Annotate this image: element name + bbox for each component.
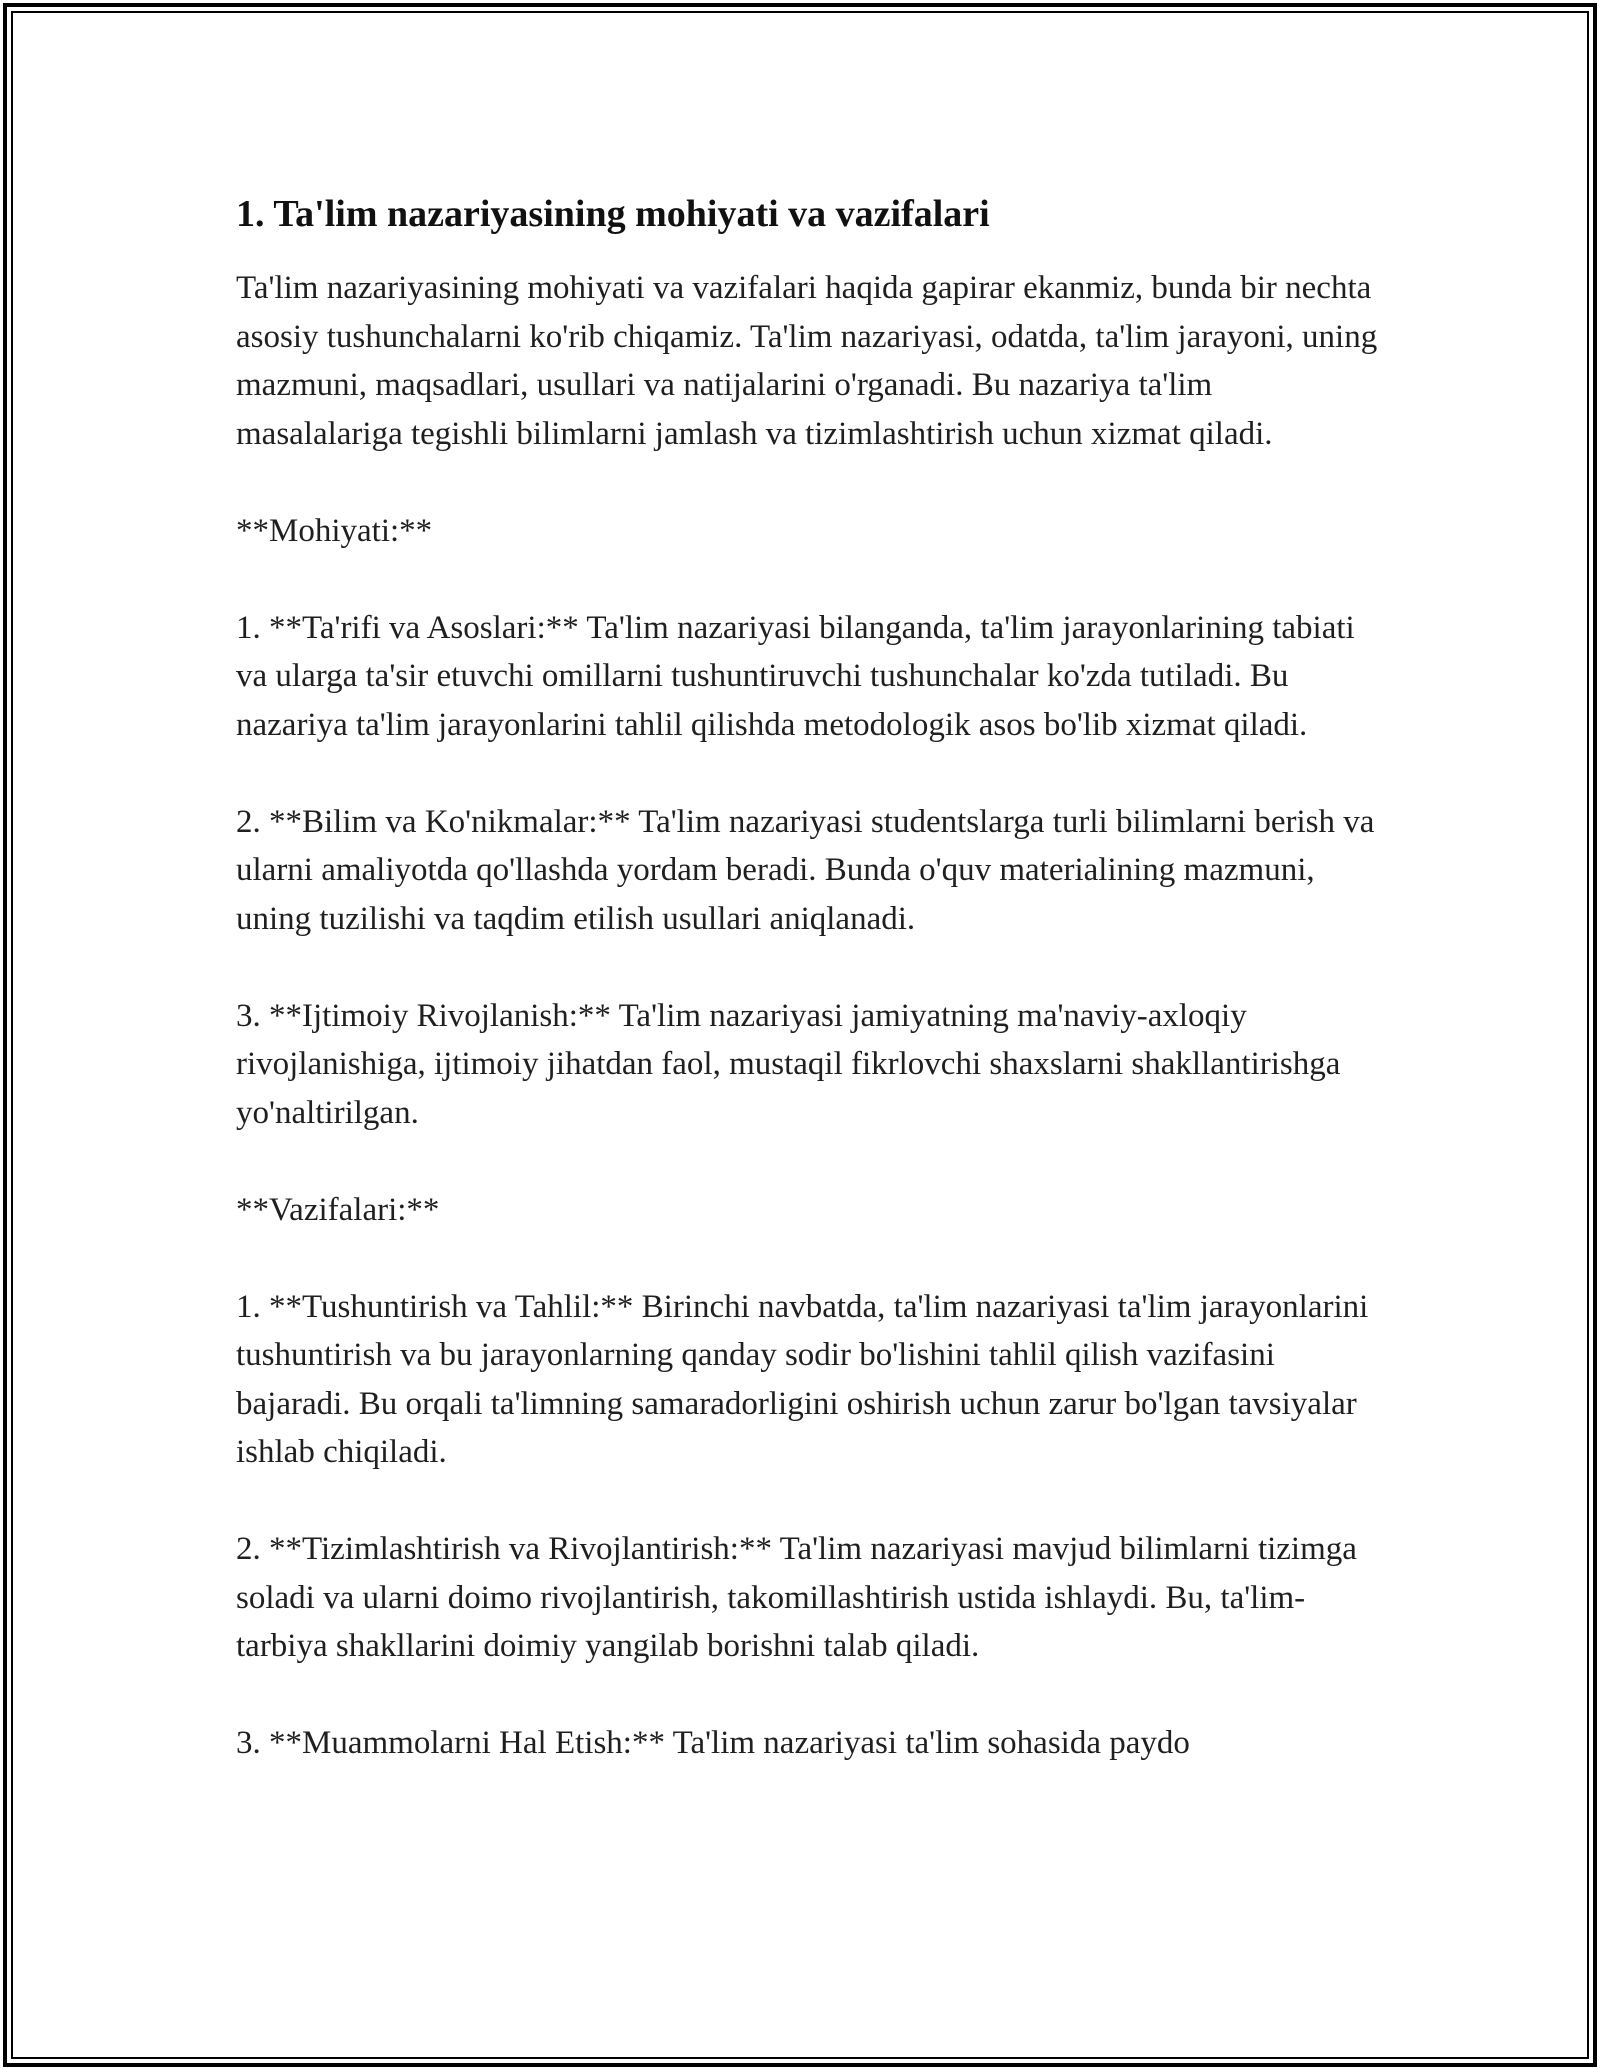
intro-paragraph: Ta'lim nazariyasining mohiyati va vazifalari haqida gapirar ekanmiz, bunda bir nechta asosiy tushunchalarni ko'rib chiqamiz. Ta'lim nazariyasi, odatda, ta'lim jarayoni, uning mazmuni, maqsadlari, usullari va natijalarini o'rganadi. Bu nazariya ta'lim masalalariga tegishli bilimlarni jamlash va tizimlashtirish uchun xizmat qiladi. — [236, 270, 1378, 452]
vazifalari-label: **Vazifalari:** — [236, 1191, 440, 1228]
vazifalari-item: 2. **Tizimlashtirish va Rivojlantirish:** Ta'lim nazariyasi mavjud bilimlarni tizimga soladi va ularni doimo rivojlantirish, takomillashtirish ustida ishlaydi. Bu, ta'lim-tarbiya shakllarini doimiy yangilab borishni talab qiladi. — [236, 1531, 1357, 1664]
mohiyati-label: **Mohiyati:** — [236, 512, 433, 549]
mohiyati-item: 3. **Ijtimoiy Rivojlanish:** Ta'lim nazariyasi jamiyatning ma'naviy-axloqiy rivojlanishiga, ijtimoiy jihatdan faol, mustaqil fikrlovchi shaxslarni shakllantirishga yo'naltirilgan. — [236, 997, 1341, 1131]
mohiyati-item: 1. **Ta'rifi va Asoslari:** Ta'lim nazariyasi bilanganda, ta'lim jarayonlarining tabiati va ularga ta'sir etuvchi omillarni tushuntiruvchi tushunchalar ko'zda tutiladi. Bu nazariya ta'lim jarayonlarini tahlil qilishda metodologik asos bo'lib xizmat qiladi. — [236, 609, 1355, 743]
mohiyati-item: 2. **Bilim va Ko'nikmalar:** Ta'lim nazariyasi studentslarga turli bilimlarni berish va ularni amaliyotda qo'llashda yordam beradi. Bunda o'quv materialining mazmuni, uning tuzilishi va taqdim etilish usullari aniqlanadi. — [236, 803, 1375, 937]
vazifalari-item: 1. **Tushuntirish va Tahlil:** Birinchi navbatda, ta'lim nazariyasi ta'lim jarayonlarini tushuntirish va bu jarayonlarning qanday sodir bo'lishini tahlil qilish vazifasini bajaradi. Bu orqali ta'limning samaradorligini oshirish uchun zarur bo'lgan tavsiyalar ishlab chiqiladi. — [236, 1288, 1369, 1470]
document-body — [236, 186, 1386, 1768]
vazifalari-item: 3. **Muammolarni Hal Etish:** Ta'lim nazariyasi ta'lim sohasida paydo — [236, 1725, 1190, 1761]
section-heading: 1. Ta'lim nazariyasining mohiyati va vazifalari — [236, 193, 990, 235]
